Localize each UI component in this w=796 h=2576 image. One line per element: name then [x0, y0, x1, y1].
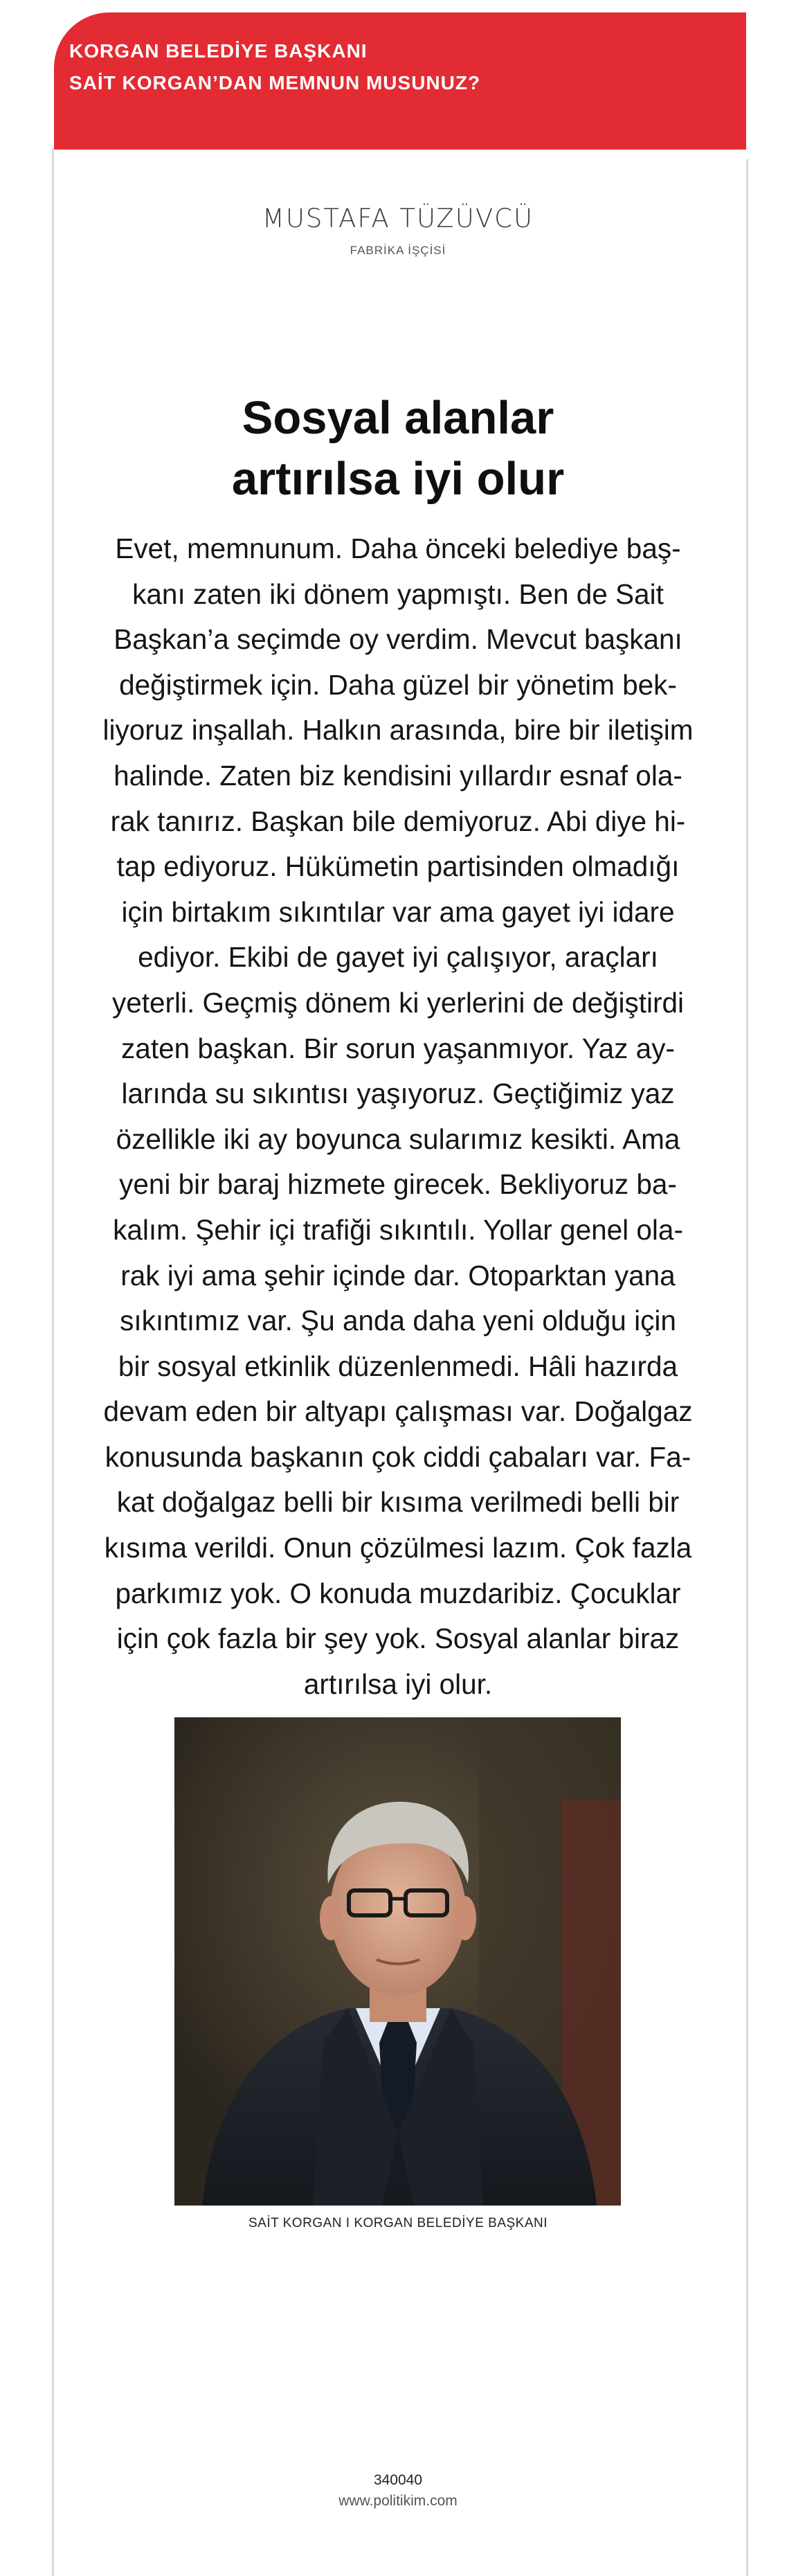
body-line: Başkan’a seçimde oy verdim. Mevcut başkanı	[114, 623, 682, 656]
headline-line1: Sosyal alanlar	[242, 392, 554, 444]
body-line: zaten başkan. Bir sorun yaşanmıyor. Yaz ay-	[121, 1032, 675, 1064]
body-line: kalım. Şehir içi trafiği sıkıntılı. Yollar genel ola-	[113, 1213, 683, 1246]
page-border-left	[52, 149, 54, 2576]
footer-url: www.politikim.com	[338, 2493, 458, 2509]
body-line: konusunda başkanın çok ciddi çabaları var. Fa-	[105, 1440, 691, 1473]
footer-code: 340040	[373, 2472, 423, 2488]
headline-line2: artırılsa iyi olur	[231, 453, 565, 505]
body-line: kanı zaten iki dönem yapmıştı. Ben de Sait	[132, 578, 664, 610]
page-border-right	[746, 159, 748, 2576]
body-line: sıkıntımız var. Şu anda daha yeni olduğu için	[120, 1305, 676, 1337]
body-line: yeterli. Geçmiş dönem ki yerlerini de değiştirdi	[111, 986, 685, 1019]
article-headline	[0, 388, 796, 510]
banner-title-line1: KORGAN BELEDİYE BAŞKANI	[69, 40, 368, 62]
author-role: FABRİKA İŞÇİSİ	[350, 244, 446, 257]
body-line: tap ediyoruz. Hükümetin partisinden olmadığı	[116, 850, 680, 883]
body-line: halinde. Zaten biz kendisini yıllardır esnaf ola-	[114, 759, 682, 791]
mayor-photo	[174, 1717, 621, 2206]
article-body	[97, 526, 699, 1707]
body-line: değiştirmek için. Daha güzel bir yönetim bek-	[119, 668, 677, 701]
photo-caption: SAİT KORGAN I KORGAN BELEDİYE BAŞKANI	[248, 2216, 548, 2230]
body-line: bir sosyal etkinlik düzenlenmedi. Hâli hazırda	[118, 1350, 678, 1382]
body-line: kat doğalgaz belli bir kısıma verilmedi belli bir	[116, 1486, 680, 1519]
body-line: için çok fazla bir şey yok. Sosyal alanlar biraz	[116, 1622, 680, 1655]
banner-title-line2: SAİT KORGAN’DAN MEMNUN MUSUNUZ?	[69, 72, 481, 93]
body-line: parkımız yok. O konuda muzdaribiz. Çocuklar	[115, 1577, 681, 1609]
body-line: yeni bir baraj hizmete girecek. Bekliyoruz ba-	[119, 1168, 677, 1201]
body-line: ediyor. Ekibi de gayet iyi çalışıyor, araçları	[138, 941, 658, 974]
body-line: liyoruz inşallah. Halkın arasında, bire bir iletişim	[102, 714, 694, 746]
portrait-illustration	[174, 1717, 621, 2206]
author-name: MUSTAFA TÜZÜVCÜ	[262, 204, 534, 233]
body-line: rak iyi ama şehir içinde dar. Otoparktan yana	[120, 1259, 676, 1291]
body-line: artırılsa iyi olur.	[303, 1667, 493, 1700]
body-line: devam eden bir altyapı çalışması var. Doğalgaz	[103, 1395, 693, 1428]
body-line: kısıma verildi. Onun çözülmesi lazım. Çok fazla	[104, 1532, 692, 1564]
body-line: için birtakım sıkıntılar var ama gayet iyi idare	[121, 895, 675, 928]
body-line: larında su sıkıntısı yaşıyoruz. Geçtiğimiz yaz	[121, 1077, 675, 1110]
body-line: Evet, memnunum. Daha önceki belediye baş-	[115, 533, 681, 564]
body-line: özellikle iki ay boyunca sularımız kesikti. Ama	[116, 1122, 680, 1155]
body-line: rak tanırız. Başkan bile demiyoruz. Abi diye hi-	[110, 805, 686, 837]
